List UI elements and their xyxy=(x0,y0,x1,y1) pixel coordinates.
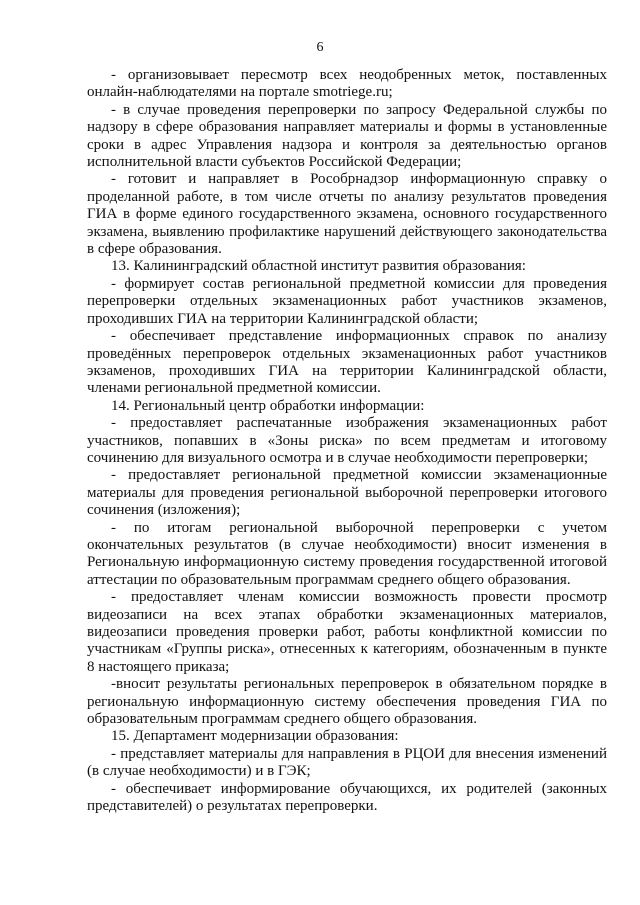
paragraph-8: - предоставляет распечатанные изображения экзаменационных работ участников, попавших в «Зоны риска» по всем предметам и итоговому сочинению для визуального осмотра и в случае необходимости перепроверки; xyxy=(87,415,607,466)
paragraph-5: - формирует состав региональной предметной комиссии для проведения перепроверки отдельных экзаменационных работ участников экзаменов, проходивших ГИА на территории Калининградской области; xyxy=(87,275,607,327)
document-body xyxy=(87,67,607,815)
paragraph-2: - в случае проведения перепроверки по запросу Федеральной службы по надзору в сфере образования направляет материалы и формы в установленные сроки в адрес Управления надзора и контроля за деятельностью органов исполнительной власти субъектов Российской Федерации; xyxy=(87,101,607,171)
section-14-heading: 14. Региональный центр обработки информации: xyxy=(111,397,425,414)
section-13-heading: 13. Калининградский областной институт развития образования: xyxy=(111,258,526,275)
paragraph-1: - организовывает пересмотр всех неодобренных меток, поставленных онлайн-наблюдателями на портале smotriege.ru; xyxy=(87,67,607,101)
paragraph-11: - предоставляет членам комиссии возможность провести просмотр видеозаписи на всех этапах обработки экзаменационных материалов, видеозаписи проведения проверки работ, работы конфликтной комиссии по участникам «Группы риска», отнесенных к категориям, обозначенным в пункте 8 настоящего приказа; xyxy=(87,589,607,675)
paragraph-12: -вносит результаты региональных перепроверок в обязательном порядке в региональную информационную систему обеспечения проведения ГИА по образовательным программам среднего общего образования. xyxy=(87,676,607,728)
paragraph-14: - представляет материалы для направления в РЦОИ для внесения изменений (в случае необходимости) и в ГЭК; xyxy=(87,745,607,780)
paragraph-10: - по итогам региональной выборочной перепроверки с учетом окончательных результатов (в случае необходимости) вносит изменения в Региональную информационную систему проведения государственной итоговой аттестации по образовательным программам среднего общего образования. xyxy=(87,519,607,588)
paragraph-15: - обеспечивает информирование обучающихся, их родителей (законных представителей) о результатах перепроверки. xyxy=(87,780,607,815)
page-number: 6 xyxy=(316,40,324,55)
section-15-heading: 15. Департамент модернизации образования: xyxy=(111,728,399,745)
paragraph-6: - обеспечивает представление информационных справок по анализу проведённых перепроверок отдельных экзаменационных работ участников экзаменов, проходивших ГИА на территории Калининградской области, членами региональной предметной комиссии. xyxy=(87,328,607,397)
paragraph-3: - готовит и направляет в Рособрнадзор информационную справку о проделанной работе, в том числе отчеты по анализу результатов проведения ГИА в форме единого государственного экзамена, основного государственного экзамена, выявлению профилактике нарушений действующего законодательства в сфере образования. xyxy=(87,171,607,258)
paragraph-9: - предоставляет региональной предметной комиссии экзаменационные материалы для проведения региональной выборочной перепроверки итогового сочинения (изложения); xyxy=(87,467,607,519)
